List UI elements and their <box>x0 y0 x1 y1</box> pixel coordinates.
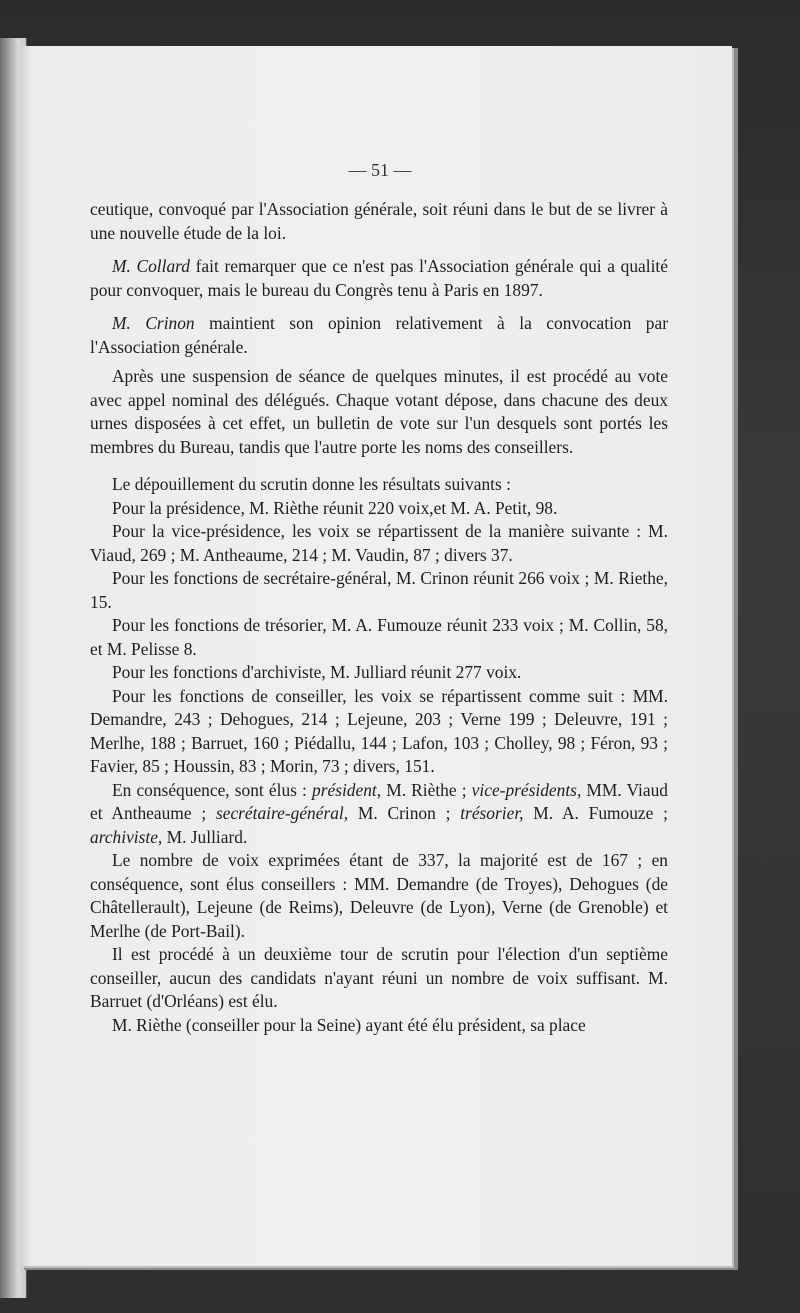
speaker-name: M. Crinon <box>112 313 195 333</box>
paragraph-11: Pour les fonctions de conseiller, les voix se répartissent comme suit : MM. Demandre, 243 ; Dehogues, 214 ; Lejeune, 203 ; Verne 199 ; Deleuvre, 191 ; Merlhe, 188 ; Barruet, 160 ; Piédallu, 144 ; Lafon, 103 ; Cholley, 98 ; Féron, 93 ; Favier, 85 ; Houssin, 83 ; Morin, 73 ; divers, 151. <box>90 685 668 776</box>
paragraph-3: M. Crinon maintient son opinion relativement à la convocation par l'Association générale. <box>90 313 668 357</box>
speaker-name: M. Collard <box>112 256 190 276</box>
paragraph-9: Pour les fonctions de trésorier, M. A. Fumouze réunit 233 voix ; M. Collin, 58, et M. Pelisse 8. <box>90 615 668 659</box>
paragraph-5: Le dépouillement du scrutin donne les résultats suivants : <box>112 474 511 494</box>
paragraph-6: Pour la présidence, M. Rièthe réunit 220 voix,et M. A. Petit, 98. <box>112 497 558 518</box>
paragraph-10: Pour les fonctions d'archiviste, M. Julliard réunit 277 voix. <box>112 662 522 682</box>
paragraph-13: Le nombre de voix exprimées étant de 337, la majorité est de 167 ; en conséquence, sont élus conseillers : MM. Demandre (de Troyes), Dehogues (de Châtellerault), Lejeune (de Reims), Deleuvre (de Lyon), Verne (de Grenoble) et Merlhe (de Port-Bail). <box>90 850 668 941</box>
paragraph-12: En conséquence, sont élus : président, M. Rièthe ; vice-présidents, MM. Viaud et Antheaume ; secrétaire-général, M. Crinon ; trésorier, M. A. Fumouze ; archiviste, M. Julliard. <box>90 779 668 847</box>
body-text <box>90 198 668 1037</box>
paragraph-14: Il est procédé à un deuxième tour de scrutin pour l'élection d'un septième conseiller, aucun des candidats n'ayant réuni un nombre de voix suffisant. M. Barruet (d'Orléans) est élu. <box>90 944 668 1011</box>
paragraph-2: M. Collard fait remarquer que ce n'est pas l'Association générale qui a qualité pour convoquer, mais le bureau du Congrès tenu à Paris en 1897. <box>90 256 668 300</box>
page-number: — 51 — <box>348 160 412 180</box>
paragraph-4: Après une suspension de séance de quelques minutes, il est procédé au vote avec appel nominal des délégués. Chaque votant dépose, dans chacune des deux urnes disposées à cet effet, un bulletin de vote sur l'un desquels sont portés les membres du Bureau, tandis que l'autre porte les noms des conseillers. <box>90 366 668 457</box>
paragraph-8: Pour les fonctions de secrétaire-général, M. Crinon réunit 266 voix ; M. Riethe, 15. <box>90 568 668 612</box>
paragraph-7: Pour la vice-présidence, les voix se répartissent de la manière suivante : M. Viaud, 269 ; M. Antheaume, 214 ; M. Vaudin, 87 ; divers 37. <box>90 521 668 565</box>
paragraph-15: M. Rièthe (conseiller pour la Seine) ayant été élu président, sa place <box>112 1014 586 1035</box>
paragraph-1: ceutique, convoqué par l'Association générale, soit réuni dans le but de se livrer à une nouvelle étude de la loi. <box>90 199 668 243</box>
